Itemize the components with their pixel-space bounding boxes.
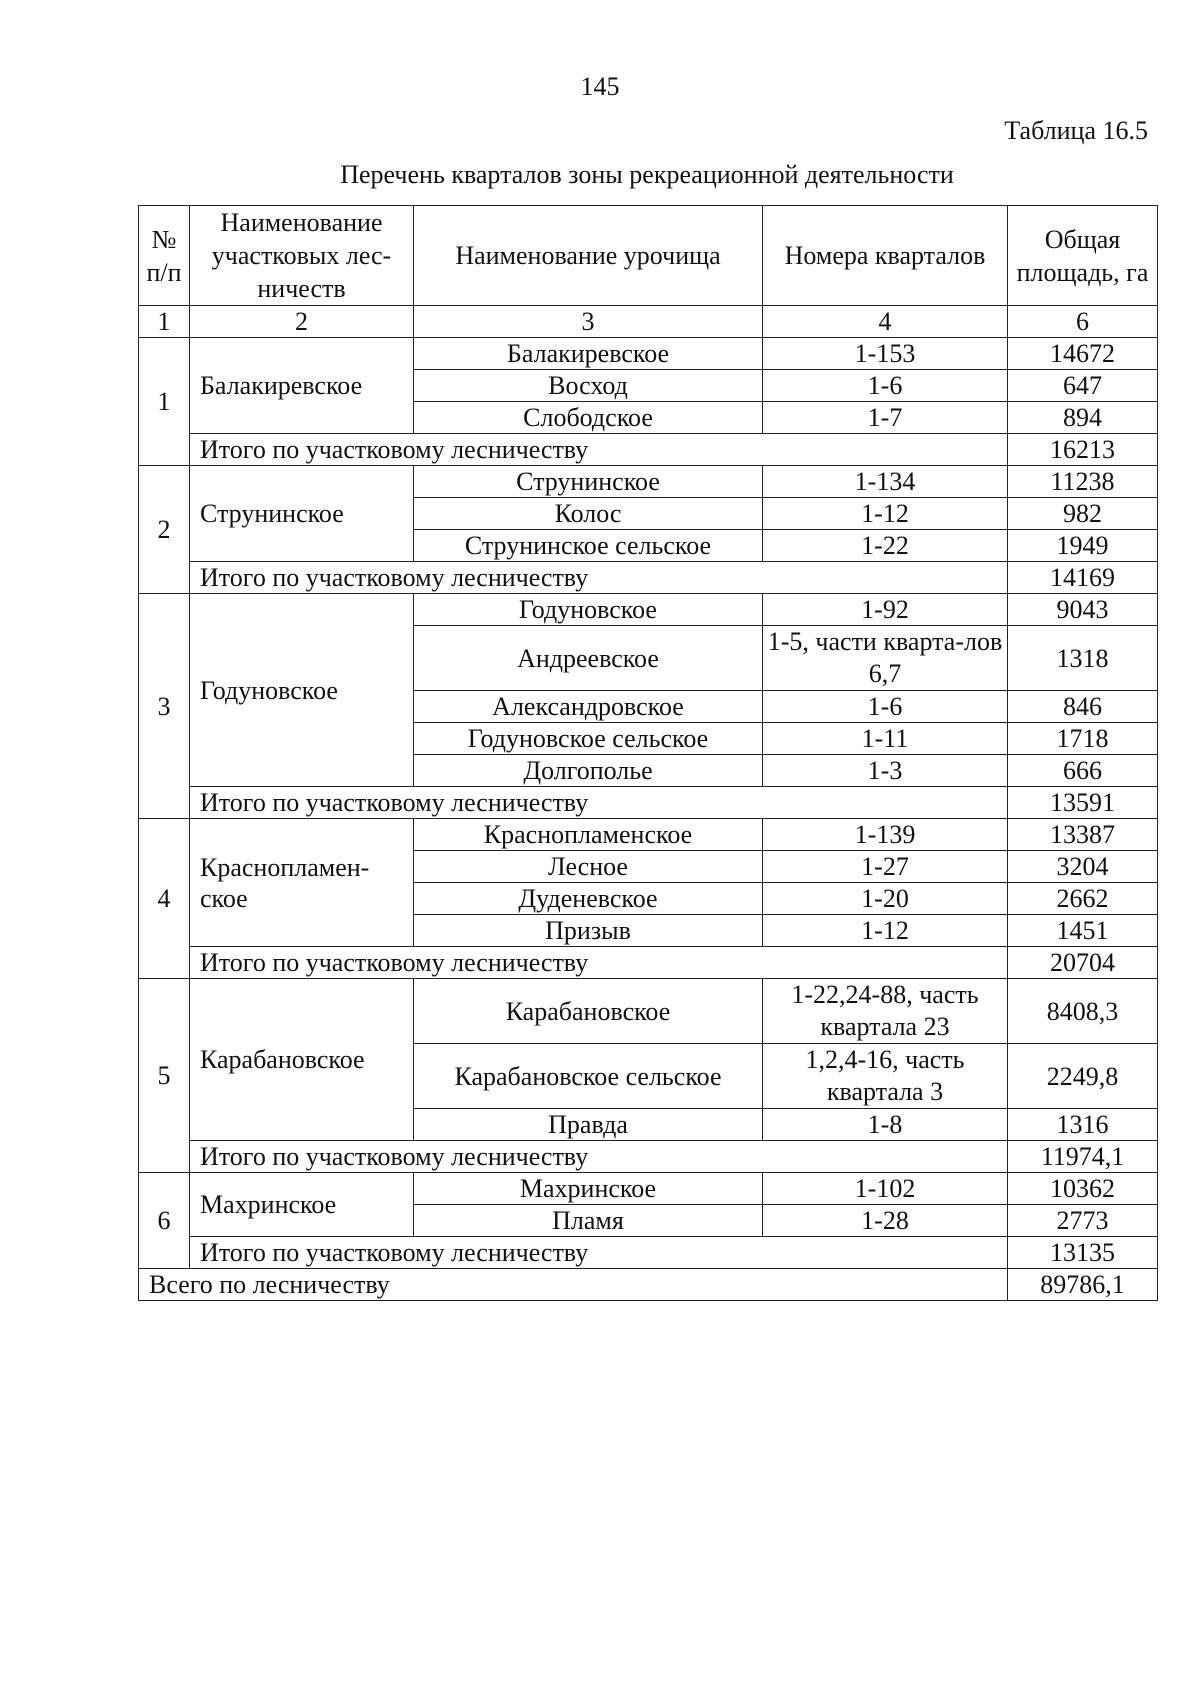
group-number: 2 bbox=[139, 466, 190, 594]
tract-name: Призыв bbox=[414, 915, 763, 947]
header-number: № п/п bbox=[139, 206, 190, 306]
quarter-numbers: 1-102 bbox=[763, 1173, 1008, 1205]
quarter-numbers: 1-8 bbox=[763, 1109, 1008, 1141]
subtotal-row bbox=[139, 562, 1158, 594]
table-title: Перечень кварталов зоны рекреационной деятельности bbox=[340, 160, 954, 189]
subtotal-label: Итого по участковому лесничеству bbox=[190, 787, 1008, 819]
quarter-numbers: 1-139 bbox=[763, 819, 1008, 851]
column-number-row bbox=[139, 306, 1158, 338]
area-value: 8408,3 bbox=[1008, 979, 1158, 1044]
table-row bbox=[139, 819, 1158, 851]
area-value: 14672 bbox=[1008, 338, 1158, 370]
area-value: 982 bbox=[1008, 498, 1158, 530]
quarter-numbers: 1-12 bbox=[763, 915, 1008, 947]
area-value: 1318 bbox=[1008, 626, 1158, 691]
tract-name: Махринское bbox=[414, 1173, 763, 1205]
tract-name: Долгополье bbox=[414, 755, 763, 787]
area-value: 647 bbox=[1008, 370, 1158, 402]
area-value: 666 bbox=[1008, 755, 1158, 787]
quarter-numbers: 1-134 bbox=[763, 466, 1008, 498]
quarter-numbers: 1-92 bbox=[763, 594, 1008, 626]
subtotal-row bbox=[139, 1237, 1158, 1269]
tract-name: Дуденевское bbox=[414, 883, 763, 915]
subtotal-row bbox=[139, 1141, 1158, 1173]
tract-name: Краснопламенское bbox=[414, 819, 763, 851]
group-number: 4 bbox=[139, 819, 190, 979]
subtotal-label: Итого по участковому лесничеству bbox=[190, 947, 1008, 979]
quarter-numbers: 1-22,24-88, часть квартала 23 bbox=[763, 979, 1008, 1044]
quarter-numbers: 1-11 bbox=[763, 723, 1008, 755]
table-row bbox=[139, 1173, 1158, 1205]
group-number: 1 bbox=[139, 338, 190, 466]
quarter-numbers: 1-22 bbox=[763, 530, 1008, 562]
subtotal-row bbox=[139, 434, 1158, 466]
area-value: 9043 bbox=[1008, 594, 1158, 626]
column-number: 3 bbox=[414, 306, 763, 338]
area-value: 1451 bbox=[1008, 915, 1158, 947]
header-quarters: Номера кварталов bbox=[763, 206, 1008, 306]
tract-name: Колос bbox=[414, 498, 763, 530]
quarter-numbers: 1-7 bbox=[763, 402, 1008, 434]
header-district: Наименование участковых лес-ничеств bbox=[190, 206, 414, 306]
area-value: 13387 bbox=[1008, 819, 1158, 851]
subtotal-row bbox=[139, 947, 1158, 979]
table-header-row bbox=[139, 206, 1158, 306]
subtotal-label: Итого по участковому лесничеству bbox=[190, 1237, 1008, 1269]
area-value: 10362 bbox=[1008, 1173, 1158, 1205]
subtotal-value: 16213 bbox=[1008, 434, 1158, 466]
tract-name: Струнинское сельское bbox=[414, 530, 763, 562]
quarter-numbers: 1-12 bbox=[763, 498, 1008, 530]
subtotal-value: 14169 bbox=[1008, 562, 1158, 594]
subtotal-label: Итого по участковому лесничеству bbox=[190, 562, 1008, 594]
table-row bbox=[139, 338, 1158, 370]
quarter-numbers: 1-27 bbox=[763, 851, 1008, 883]
area-value: 894 bbox=[1008, 402, 1158, 434]
area-value: 2249,8 bbox=[1008, 1044, 1158, 1109]
tract-name: Карабановское сельское bbox=[414, 1044, 763, 1109]
tract-name: Годуновское bbox=[414, 594, 763, 626]
table-row bbox=[139, 979, 1158, 1044]
area-value: 1316 bbox=[1008, 1109, 1158, 1141]
tract-name: Струнинское bbox=[414, 466, 763, 498]
quarter-numbers: 1-3 bbox=[763, 755, 1008, 787]
district-name: Махринское bbox=[190, 1173, 414, 1237]
quarter-numbers: 1-28 bbox=[763, 1205, 1008, 1237]
column-number: 4 bbox=[763, 306, 1008, 338]
page-number: 145 bbox=[580, 72, 620, 101]
quarter-numbers: 1-153 bbox=[763, 338, 1008, 370]
district-name: Балакиревское bbox=[190, 338, 414, 434]
district-name: Годуновское bbox=[190, 594, 414, 787]
subtotal-value: 13591 bbox=[1008, 787, 1158, 819]
tract-name: Слободское bbox=[414, 402, 763, 434]
column-number: 6 bbox=[1008, 306, 1158, 338]
forest-quarters-table bbox=[138, 205, 1158, 1301]
tract-name: Андреевское bbox=[414, 626, 763, 691]
tract-name: Александровское bbox=[414, 691, 763, 723]
column-number: 2 bbox=[190, 306, 414, 338]
subtotal-row bbox=[139, 787, 1158, 819]
subtotal-value: 13135 bbox=[1008, 1237, 1158, 1269]
quarter-numbers: 1-6 bbox=[763, 691, 1008, 723]
district-name: Струнинское bbox=[190, 466, 414, 562]
header-tract: Наименование урочища bbox=[414, 206, 763, 306]
group-number: 3 bbox=[139, 594, 190, 819]
total-row bbox=[139, 1269, 1158, 1301]
table-row bbox=[139, 466, 1158, 498]
tract-name: Восход bbox=[414, 370, 763, 402]
tract-name: Годуновское сельское bbox=[414, 723, 763, 755]
area-value: 2773 bbox=[1008, 1205, 1158, 1237]
area-value: 846 bbox=[1008, 691, 1158, 723]
subtotal-label: Итого по участковому лесничеству bbox=[190, 1141, 1008, 1173]
subtotal-label: Итого по участковому лесничеству bbox=[190, 434, 1008, 466]
total-value: 89786,1 bbox=[1008, 1269, 1158, 1301]
area-value: 3204 bbox=[1008, 851, 1158, 883]
group-number: 5 bbox=[139, 979, 190, 1173]
header-area: Общая площадь, га bbox=[1008, 206, 1158, 306]
tract-name: Балакиревское bbox=[414, 338, 763, 370]
tract-name: Правда bbox=[414, 1109, 763, 1141]
table-row bbox=[139, 594, 1158, 626]
tract-name: Пламя bbox=[414, 1205, 763, 1237]
quarter-numbers: 1,2,4-16, часть квартала 3 bbox=[763, 1044, 1008, 1109]
total-label: Всего по лесничеству bbox=[139, 1269, 1008, 1301]
tract-name: Карабановское bbox=[414, 979, 763, 1044]
group-number: 6 bbox=[139, 1173, 190, 1269]
area-value: 1949 bbox=[1008, 530, 1158, 562]
table-label: Таблица 16.5 bbox=[1004, 116, 1148, 145]
area-value: 2662 bbox=[1008, 883, 1158, 915]
quarter-numbers: 1-20 bbox=[763, 883, 1008, 915]
area-value: 11238 bbox=[1008, 466, 1158, 498]
quarter-numbers: 1-5, части кварта-лов 6,7 bbox=[763, 626, 1008, 691]
subtotal-value: 11974,1 bbox=[1008, 1141, 1158, 1173]
subtotal-value: 20704 bbox=[1008, 947, 1158, 979]
district-name: Краснопламен-ское bbox=[190, 819, 414, 947]
area-value: 1718 bbox=[1008, 723, 1158, 755]
district-name: Карабановское bbox=[190, 979, 414, 1141]
column-number: 1 bbox=[139, 306, 190, 338]
tract-name: Лесное bbox=[414, 851, 763, 883]
quarter-numbers: 1-6 bbox=[763, 370, 1008, 402]
